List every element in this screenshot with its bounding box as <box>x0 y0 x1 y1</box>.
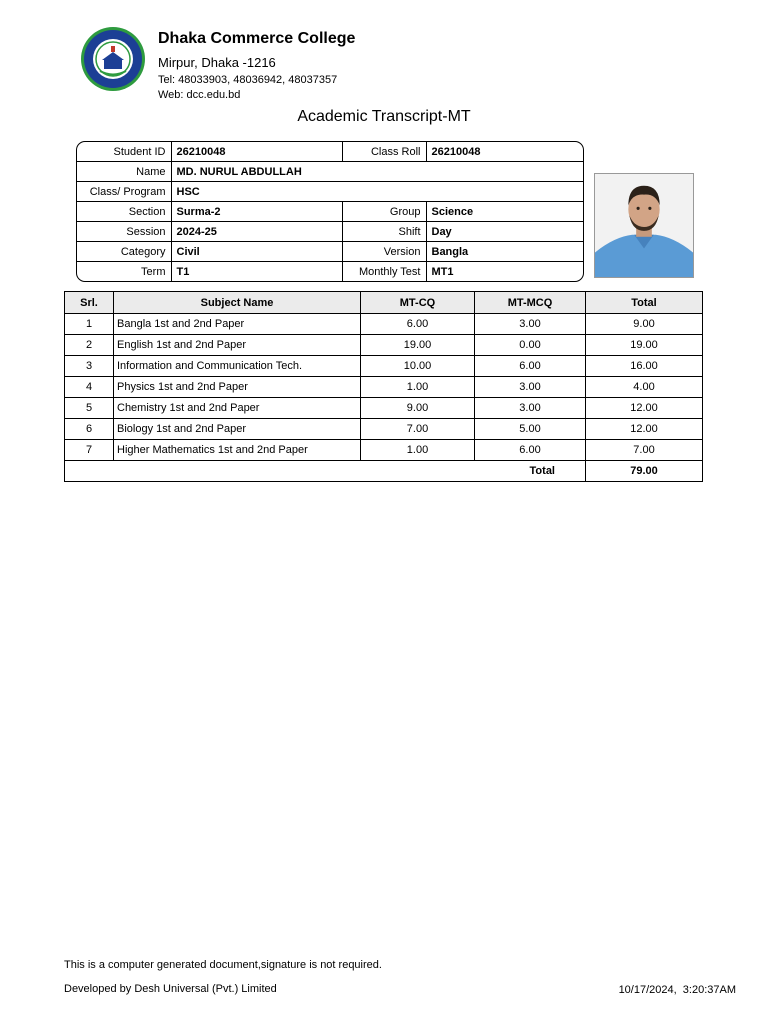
subject-cell: Biology 1st and 2nd Paper <box>114 419 361 440</box>
srl-cell: 5 <box>65 398 114 419</box>
college-address: Mirpur, Dhaka -1216 <box>158 55 276 70</box>
mt-cq-cell: 6.00 <box>361 314 475 335</box>
total-cell: 4.00 <box>586 377 703 398</box>
term-value: T1 <box>171 262 342 282</box>
header-mt-cq: MT-CQ <box>361 292 475 314</box>
total-cell: 12.00 <box>586 398 703 419</box>
student-id-label: Student ID <box>77 142 171 162</box>
document-title: Academic Transcript-MT <box>297 108 471 125</box>
marks-table <box>64 291 703 482</box>
srl-cell: 6 <box>65 419 114 440</box>
session-label: Session <box>77 222 171 242</box>
srl-cell: 2 <box>65 335 114 356</box>
header-mt-mcq: MT-MCQ <box>475 292 586 314</box>
student-info-box <box>76 141 584 282</box>
shift-value: Day <box>426 222 583 242</box>
college-website: Web: dcc.edu.bd <box>158 89 241 101</box>
header-subject-name: Subject Name <box>114 292 361 314</box>
mt-mcq-cell: 5.00 <box>475 419 586 440</box>
srl-cell: 3 <box>65 356 114 377</box>
college-logo <box>80 26 146 92</box>
program-value: HSC <box>171 182 583 202</box>
group-label: Group <box>342 202 426 222</box>
subject-cell: English 1st and 2nd Paper <box>114 335 361 356</box>
srl-cell: 7 <box>65 440 114 461</box>
student-info-table <box>77 142 583 281</box>
version-label: Version <box>342 242 426 262</box>
section-label: Section <box>77 202 171 222</box>
srl-cell: 1 <box>65 314 114 335</box>
student-id-value: 26210048 <box>171 142 342 162</box>
mt-mcq-cell: 0.00 <box>475 335 586 356</box>
mt-mcq-cell: 6.00 <box>475 440 586 461</box>
marks-header-row <box>65 292 703 314</box>
mt-cq-cell: 7.00 <box>361 419 475 440</box>
total-cell: 9.00 <box>586 314 703 335</box>
srl-cell: 4 <box>65 377 114 398</box>
name-value: MD. NURUL ABDULLAH <box>171 162 583 182</box>
mt-cq-cell: 1.00 <box>361 440 475 461</box>
developer-credit: Developed by Desh Universal (Pvt.) Limited <box>64 983 277 995</box>
table-row <box>65 398 703 419</box>
mt-cq-cell: 19.00 <box>361 335 475 356</box>
subject-cell: Higher Mathematics 1st and 2nd Paper <box>114 440 361 461</box>
mt-mcq-cell: 3.00 <box>475 398 586 419</box>
total-cell: 16.00 <box>586 356 703 377</box>
grand-total-value: 79.00 <box>586 461 703 482</box>
table-row <box>65 419 703 440</box>
mt-cq-cell: 9.00 <box>361 398 475 419</box>
table-row <box>65 356 703 377</box>
class-roll-value: 26210048 <box>426 142 583 162</box>
header-total: Total <box>586 292 703 314</box>
category-value: Civil <box>171 242 342 262</box>
college-telephone: Tel: 48033903, 48036942, 48037357 <box>158 74 338 86</box>
print-timestamp: 10/17/2024, 3:20:37AM <box>618 984 736 996</box>
total-cell: 12.00 <box>586 419 703 440</box>
total-cell: 7.00 <box>586 440 703 461</box>
shift-label: Shift <box>342 222 426 242</box>
mt-cq-cell: 1.00 <box>361 377 475 398</box>
table-row <box>65 440 703 461</box>
subject-cell: Information and Communication Tech. <box>114 356 361 377</box>
program-label: Class/ Program <box>77 182 171 202</box>
header-srl: Srl. <box>65 292 114 314</box>
category-label: Category <box>77 242 171 262</box>
class-roll-label: Class Roll <box>342 142 426 162</box>
total-cell: 19.00 <box>586 335 703 356</box>
student-photo <box>594 173 694 278</box>
mt-cq-cell: 10.00 <box>361 356 475 377</box>
group-value: Science <box>426 202 583 222</box>
term-label: Term <box>77 262 171 282</box>
grand-total-row <box>65 461 703 482</box>
mt-mcq-cell: 3.00 <box>475 377 586 398</box>
subject-cell: Bangla 1st and 2nd Paper <box>114 314 361 335</box>
version-value: Bangla <box>426 242 583 262</box>
section-value: Surma-2 <box>171 202 342 222</box>
session-value: 2024-25 <box>171 222 342 242</box>
mt-mcq-cell: 3.00 <box>475 314 586 335</box>
monthly-test-value: MT1 <box>426 262 583 282</box>
name-label: Name <box>77 162 171 182</box>
computer-generated-note: This is a computer generated document,signature is not required. <box>64 959 382 971</box>
grand-total-label: Total <box>475 461 586 482</box>
table-row <box>65 377 703 398</box>
subject-cell: Physics 1st and 2nd Paper <box>114 377 361 398</box>
subject-cell: Chemistry 1st and 2nd Paper <box>114 398 361 419</box>
table-row <box>65 335 703 356</box>
college-name: Dhaka Commerce College <box>158 30 356 47</box>
monthly-test-label: Monthly Test <box>342 262 426 282</box>
mt-mcq-cell: 6.00 <box>475 356 586 377</box>
table-row <box>65 314 703 335</box>
